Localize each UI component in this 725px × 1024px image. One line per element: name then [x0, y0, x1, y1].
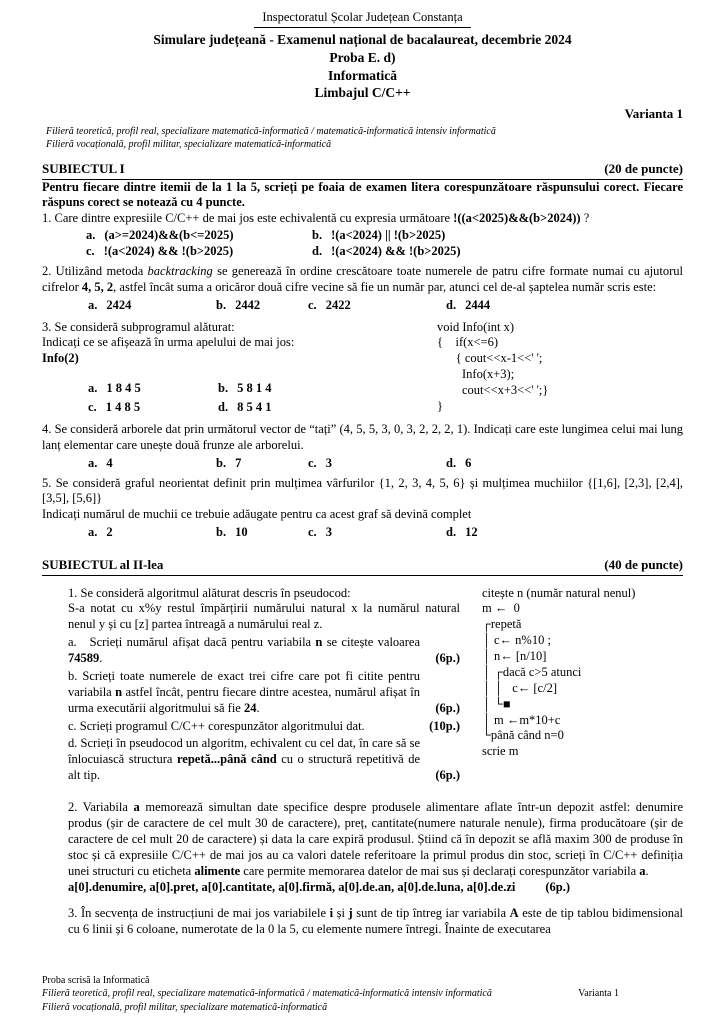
code-line-5: cout<<x+3<<' ';}	[437, 383, 549, 397]
pseudocode-line-5: │ n← [n/10]	[482, 649, 547, 663]
s2-q1-item-a: a. Scrieți numărul afișat dacă pentru variabila n se citește valoarea 74589. (6p.)	[68, 635, 460, 665]
s2-q2-expressions	[68, 880, 683, 896]
code-line-3: { cout<<x-1<<' ';	[437, 351, 543, 366]
s2-q2-expression-list: a[0].denumire, a[0].pret, a[0].cantitate, a[0].firmă, a[0].de.an, a[0].de.luna, a[0].de.zi	[68, 880, 516, 895]
proba-title: Proba E. d)	[329, 49, 396, 65]
profile-lines	[42, 125, 683, 151]
code-line-2: { if(x<=6)	[437, 335, 499, 350]
institution-header	[42, 10, 683, 28]
q5-option-d: d. 12	[446, 525, 478, 540]
subject2-points: (40 de puncte)	[604, 557, 683, 572]
q4-options	[42, 456, 683, 472]
exam-title: Simulare județeană - Examenul național de bacalaureat, decembrie 2024	[153, 31, 572, 47]
q3-option-a: a. 1 8 4 5	[88, 381, 141, 396]
s2-q1-left-column	[68, 586, 460, 785]
q3-call: Info(2)	[42, 351, 79, 366]
code-line-1: void Info(int x)	[437, 319, 515, 334]
points-badge: (10p.)	[429, 718, 460, 733]
subject1-title: SUBIECTUL I	[42, 161, 125, 176]
s2-q1-block	[68, 586, 683, 785]
q3-code-block	[395, 320, 683, 416]
q2-option-b: b. 2442	[216, 297, 261, 312]
variant-label: Varianta 1	[624, 106, 683, 122]
q1-option-b: b. !(a<2024) || !(b>2025)	[312, 228, 446, 243]
s2-q2-text: 2. Variabila a memorează simultan date specifice despre produsele alimentare aflate într-un depozit astfel: denumire produs (șir de caractere de cel mult 30 de caractere), preț, cantitate(numere naturale nenule), firma producătoare (șir de caractere de cel mult 20 de caractere) și data la care expiră produsul. Știind că în depozit se află maxim 300 de produse în stoc și că expresiile C/C++ de mai jos au ca valori datele referitoare la primul produs din stoc, scrieți în C/C++ definiția unei structuri cu eticheta alimente care permite memorarea datelor de mai sus și declarați corespunzător variabila a.	[68, 800, 683, 878]
points-badge: (6p.)	[435, 700, 460, 715]
q2-options	[42, 298, 683, 314]
points-badge: (6p.)	[545, 880, 571, 895]
subject2-heading-row	[42, 557, 683, 576]
q2-option-c: c. 2422	[308, 297, 351, 312]
q3-block	[42, 320, 683, 416]
q2-digits: 4, 5, 2	[81, 279, 114, 294]
q4-option-c: c. 3	[308, 455, 332, 470]
q5-text-1: 5. Se consideră graful neorientat definit prin mulțimea vârfurilor {1, 2, 3, 4, 5, 6} și mulțimea muchiilor {[1,6], [2,3], [2,4], [3,5], [5,6]}	[42, 475, 683, 506]
q3-line1: 3. Se consideră subprogramul alăturat:	[42, 319, 235, 334]
s2-q3-text: 3. În secvența de instrucțiuni de mai jos variabilele i și j sunt de tip întreg iar variabila A este de tip tablou bidimensional cu 6 linii și 6 coloane, numerotate de la 0 la 5, cu elemente numere întregi. Înainte de executarea	[68, 906, 684, 937]
q1-option-a: a. (a>=2024)&&(b<=2025)	[86, 228, 234, 243]
s2-q1-item-d: d. Scrieți în pseudocod un algoritm, echivalent cu cel dat, în care să se înlocuiască structura repetă...până când cu o structură repetitivă de alt tip. (6p.)	[68, 736, 460, 783]
subject1-heading-row	[42, 161, 683, 180]
q5-text-2: Indicați numărul de muchii ce trebuie adăugate pentru ca acest graf să devină complet	[42, 507, 472, 522]
q3-options	[42, 381, 395, 416]
q3-option-b: b. 5 8 1 4	[218, 381, 272, 396]
pseudocode-line-7: │ │ c← [c/2]	[482, 680, 557, 695]
q4-option-d: d. 6	[446, 455, 472, 470]
footer-profile-1: Filieră teoretică, profil real, specializare matematică-informatică / matematică-informatică intensiv informatică	[42, 988, 492, 999]
code-line-4: Info(x+3);	[437, 367, 515, 382]
q1-lead: 1. Care dintre expresiile C/C++ de mai jos este echivalentă cu expresia următoare	[42, 211, 454, 226]
pseudocode-block	[460, 586, 683, 785]
q3-left-column	[42, 320, 395, 416]
footer-variant: Varianta 1	[578, 988, 619, 999]
code-line-6: }	[437, 398, 443, 413]
q3-line2: Indicați ce se afișează în urma apelului de mai jos:	[42, 335, 295, 350]
s2-q1-intro: 1. Se consideră algoritmul alăturat descris în pseudocod:	[68, 585, 351, 600]
subject1-points: (20 de puncte)	[604, 161, 683, 176]
points-badge: (6p.)	[435, 768, 460, 783]
pseudocode-line-10: └până când n=0	[482, 728, 564, 743]
discipline-title: Informatică	[328, 67, 397, 83]
q2-option-a: a. 2424	[88, 297, 132, 312]
footer	[42, 974, 683, 1015]
q1-text	[42, 211, 683, 227]
profile-line-1: Filieră teoretică, profil real, specializare matematică-informatică / matematică-informatică intensiv informatică	[46, 125, 496, 137]
title-block	[42, 31, 683, 102]
q4-option-b: b. 7	[216, 455, 242, 470]
s2-q1-item-c: c. Scrieți programul C/C++ corespunzător algoritmului dat. (10p.)	[68, 718, 460, 733]
pseudocode-line-1: citește n (număr natural nenul)	[482, 585, 636, 600]
q1-expression: !((a<2025)&&(b>2024))	[453, 211, 581, 226]
s2-q1-item-b: b. Scrieți toate numerele de exact trei cifre care pot fi citite pentru variabila n astfel încât, pentru fiecare dintre acestea, numărul afișat în urma executării algoritmului să fie 24. (6p.)	[68, 668, 460, 715]
subject1-intro: Pentru fiecare dintre itemii de la 1 la 5, scrieți pe foaia de examen litera corespunzătoare răspunsului corect. Fiecare răspuns corect se notează cu 4 puncte.	[42, 179, 683, 210]
q1-tail: ?	[580, 211, 590, 226]
q5-option-a: a. 2	[88, 525, 113, 540]
language-title: Limbajul C/C++	[314, 85, 411, 101]
pseudocode-line-9: │ m ←m*10+c	[482, 712, 561, 727]
pseudocode-line-6: │ ┌dacă c>5 atunci	[482, 664, 582, 679]
q2-option-d: d. 2444	[446, 297, 491, 312]
pseudocode-line-8: │ └■	[482, 696, 511, 711]
pseudocode-line-4: │ c← n%10 ;	[482, 633, 551, 648]
q4-text: 4. Se consideră arborele dat prin următorul vector de “tați” (4, 5, 5, 3, 0, 3, 2, 2, 2, 1). Indicați care este lungimea celui mai lung lanț elementar care unește două frunze ale arborelui.	[42, 421, 683, 452]
q1-options	[42, 228, 683, 260]
q5-option-b: b. 10	[216, 525, 248, 540]
q3-option-d: d. 8 5 4 1	[218, 400, 272, 414]
pseudocode-line-11: scrie m	[482, 744, 519, 759]
q2-text: 2. Utilizând metoda backtracking se generează în ordine crescătoare toate numerele de patru cifre formate numai cu ajutorul cifrelor 4, 5, 2, astfel încât suma a oricăror două cifre vecine să fie un număr par, atunci cel de-al șaptelea număr scris este:	[42, 263, 683, 294]
footer-line-2	[42, 987, 683, 1001]
q2-method: backtracking	[147, 263, 213, 278]
q4-option-a: a. 4	[88, 455, 113, 470]
q1-option-d: d. !(a<2024) && !(b>2025)	[312, 244, 461, 258]
q1-option-c: c. !(a<2024) && !(b>2025)	[86, 244, 234, 258]
s2-q1-note: S-a notat cu x%y restul împărțirii numărului natural x la numărul natural nenul y și cu [z] partea întreagă a numărului real z.	[68, 601, 460, 632]
footer-line-1: Proba scrisă la Informatică	[42, 974, 150, 986]
footer-line-3: Filieră vocațională, profil militar, specializare matematică-informatică	[42, 1001, 328, 1013]
pseudocode-line-3: ┌repetă	[482, 617, 522, 632]
points-badge: (6p.)	[435, 651, 460, 665]
q3-option-c: c. 1 4 8 5	[88, 400, 141, 414]
pseudocode-line-2: m ← 0	[482, 601, 520, 616]
institution-name: Inspectoratul Școlar Județean Constanța	[254, 10, 470, 28]
profile-line-2: Filieră vocațională, profil militar, specializare matematică-informatică	[46, 138, 332, 150]
subject2-title: SUBIECTUL al II-lea	[42, 557, 164, 572]
q5-option-c: c. 3	[308, 525, 332, 540]
q5-options	[42, 525, 683, 541]
